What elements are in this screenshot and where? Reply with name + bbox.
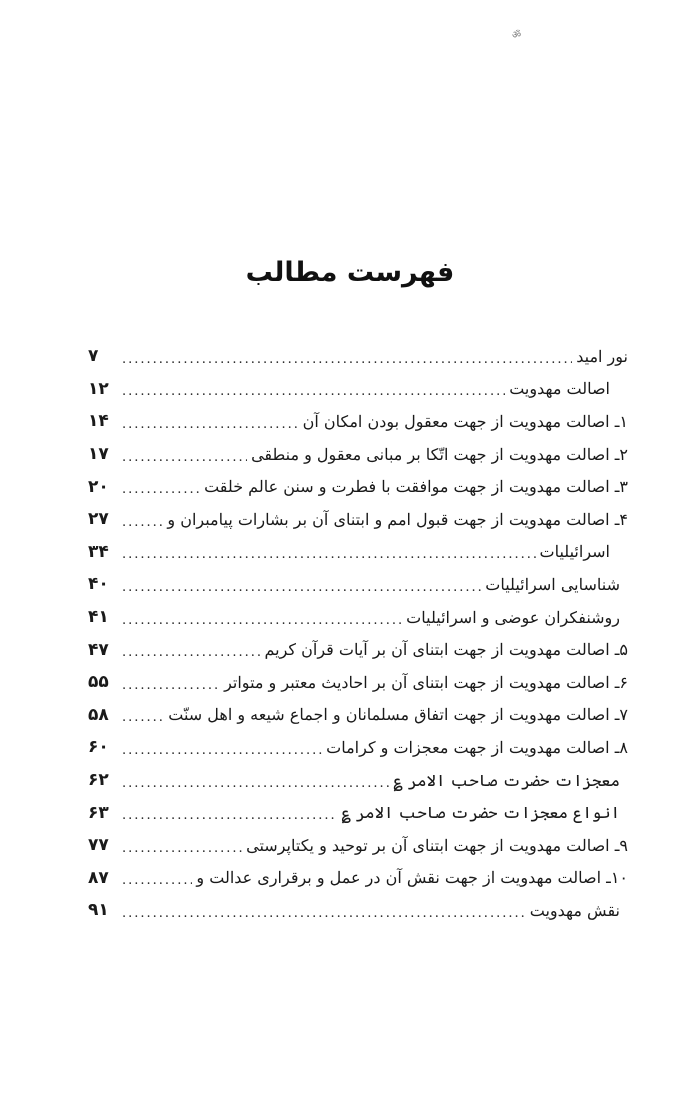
dot-leader bbox=[122, 744, 322, 757]
toc-entry[interactable] bbox=[88, 731, 628, 764]
dot-leader bbox=[122, 483, 200, 496]
dot-leader bbox=[122, 679, 220, 692]
toc-entry[interactable] bbox=[88, 438, 628, 471]
toc-page-number: ۸۷ bbox=[88, 867, 109, 888]
toc-page-number: ۹۱ bbox=[88, 900, 109, 921]
toc-entry[interactable] bbox=[88, 796, 628, 829]
toc-entry[interactable] bbox=[88, 568, 628, 601]
toc-page-number: ۷ bbox=[88, 346, 99, 367]
toc-entry-label: ۸ـ اصالت مهدویت از جهت معجزات و کرامات bbox=[326, 737, 628, 757]
toc-page-number: ۵۸ bbox=[88, 704, 109, 725]
dot-leader bbox=[122, 516, 163, 529]
toc-entry-label: ۵ـ اصالت مهدویت از جهت ابتنای آن بر آیات قرآن کریم bbox=[264, 640, 628, 660]
toc-entry-label: روشنفکران عوضی و اسرائیلیات bbox=[406, 607, 620, 627]
table-of-contents bbox=[88, 340, 628, 927]
toc-entry[interactable] bbox=[88, 862, 628, 895]
toc-page-number: ۶۲ bbox=[88, 770, 109, 791]
dot-leader bbox=[122, 353, 572, 366]
decorative-mark: ॐ bbox=[512, 30, 522, 41]
dot-leader bbox=[122, 809, 337, 822]
toc-page-number: ۲۷ bbox=[88, 509, 109, 530]
toc-page-number: ۴۰ bbox=[88, 574, 109, 595]
toc-entry-label: ۲ـ اصالت مهدویت از جهت اتّکا بر مبانی معقول و منطقی bbox=[251, 444, 628, 464]
toc-page-number: ۶۳ bbox=[88, 802, 109, 823]
toc-entry-label: انواع معجزات حضرت صاحب الامر ؏ bbox=[341, 803, 620, 823]
dot-leader bbox=[122, 418, 299, 431]
toc-page-number: ۱۴ bbox=[88, 411, 109, 432]
toc-page-number: ۶۰ bbox=[88, 737, 109, 758]
toc-entry[interactable] bbox=[88, 503, 628, 536]
dot-leader bbox=[122, 581, 481, 594]
toc-entry-label: نور امید bbox=[576, 346, 628, 366]
toc-entry[interactable] bbox=[88, 633, 628, 666]
toc-entry-label: نقش مهدویت bbox=[529, 900, 620, 920]
toc-page-number: ۷۷ bbox=[88, 835, 109, 856]
toc-page-number: ۵۵ bbox=[88, 672, 109, 693]
toc-entry[interactable] bbox=[88, 470, 628, 503]
dot-leader bbox=[122, 646, 261, 659]
toc-entry-label: اسرائیلیات bbox=[539, 542, 610, 562]
dot-leader bbox=[122, 842, 242, 855]
toc-entry[interactable] bbox=[88, 699, 628, 732]
dot-leader bbox=[122, 777, 389, 790]
toc-entry-label: اصالت مهدویت bbox=[509, 379, 610, 399]
toc-page-number: ۱۷ bbox=[88, 444, 109, 465]
toc-entry-label: ۹ـ اصالت مهدویت از جهت ابتنای آن بر توحید و یکتاپرستی bbox=[246, 835, 628, 855]
toc-entry[interactable] bbox=[88, 894, 628, 927]
toc-entry[interactable] bbox=[88, 405, 628, 438]
toc-entry-label: معجزات حضرت صاحب الامر ؏ bbox=[393, 770, 620, 790]
toc-entry[interactable] bbox=[88, 536, 628, 569]
toc-entry-label: ۴ـ اصالت مهدویت از جهت قبول امم و ابتنای آن بر بشارات پیامبران و bbox=[167, 509, 628, 529]
toc-entry[interactable] bbox=[88, 829, 628, 862]
toc-entry-label: ۳ـ اصالت مهدویت از جهت موافقت با فطرت و سنن عالم خلقت bbox=[204, 477, 628, 497]
toc-entry[interactable] bbox=[88, 666, 628, 699]
toc-page-number: ۳۴ bbox=[88, 541, 109, 562]
toc-entry-label: ۱ـ اصالت مهدویت از جهت معقول بودن امکان آن bbox=[302, 411, 628, 431]
dot-leader bbox=[122, 711, 164, 724]
toc-page-number: ۴۷ bbox=[88, 639, 109, 660]
dot-leader bbox=[122, 614, 402, 627]
dot-leader bbox=[122, 451, 247, 464]
toc-entry-label: ۶ـ اصالت مهدویت از جهت ابتنای آن بر احادیث معتبر و متواتر bbox=[224, 672, 628, 692]
toc-entry[interactable] bbox=[88, 764, 628, 797]
toc-entry-label: ۷ـ اصالت مهدویت از جهت اتفاق مسلمانان و اجماع شیعه و اهل سنّت bbox=[168, 705, 628, 725]
toc-entry[interactable] bbox=[88, 340, 628, 373]
toc-entry[interactable] bbox=[88, 373, 628, 406]
dot-leader bbox=[122, 907, 526, 920]
toc-page-number: ۴۱ bbox=[88, 607, 109, 628]
page-title: فهرست مطالب bbox=[245, 257, 455, 288]
toc-page-number: ۱۲ bbox=[88, 378, 109, 399]
toc-entry-label: ۱۰ـ اصالت مهدویت از جهت نقش آن در عمل و برقراری عدالت و bbox=[196, 868, 628, 888]
dot-leader bbox=[122, 874, 192, 887]
toc-entry-label: شناسایی اسرائیلیات bbox=[485, 574, 620, 594]
dot-leader bbox=[122, 385, 505, 398]
toc-page-number: ۲۰ bbox=[88, 476, 109, 497]
toc-entry[interactable] bbox=[88, 601, 628, 634]
dot-leader bbox=[122, 548, 536, 561]
